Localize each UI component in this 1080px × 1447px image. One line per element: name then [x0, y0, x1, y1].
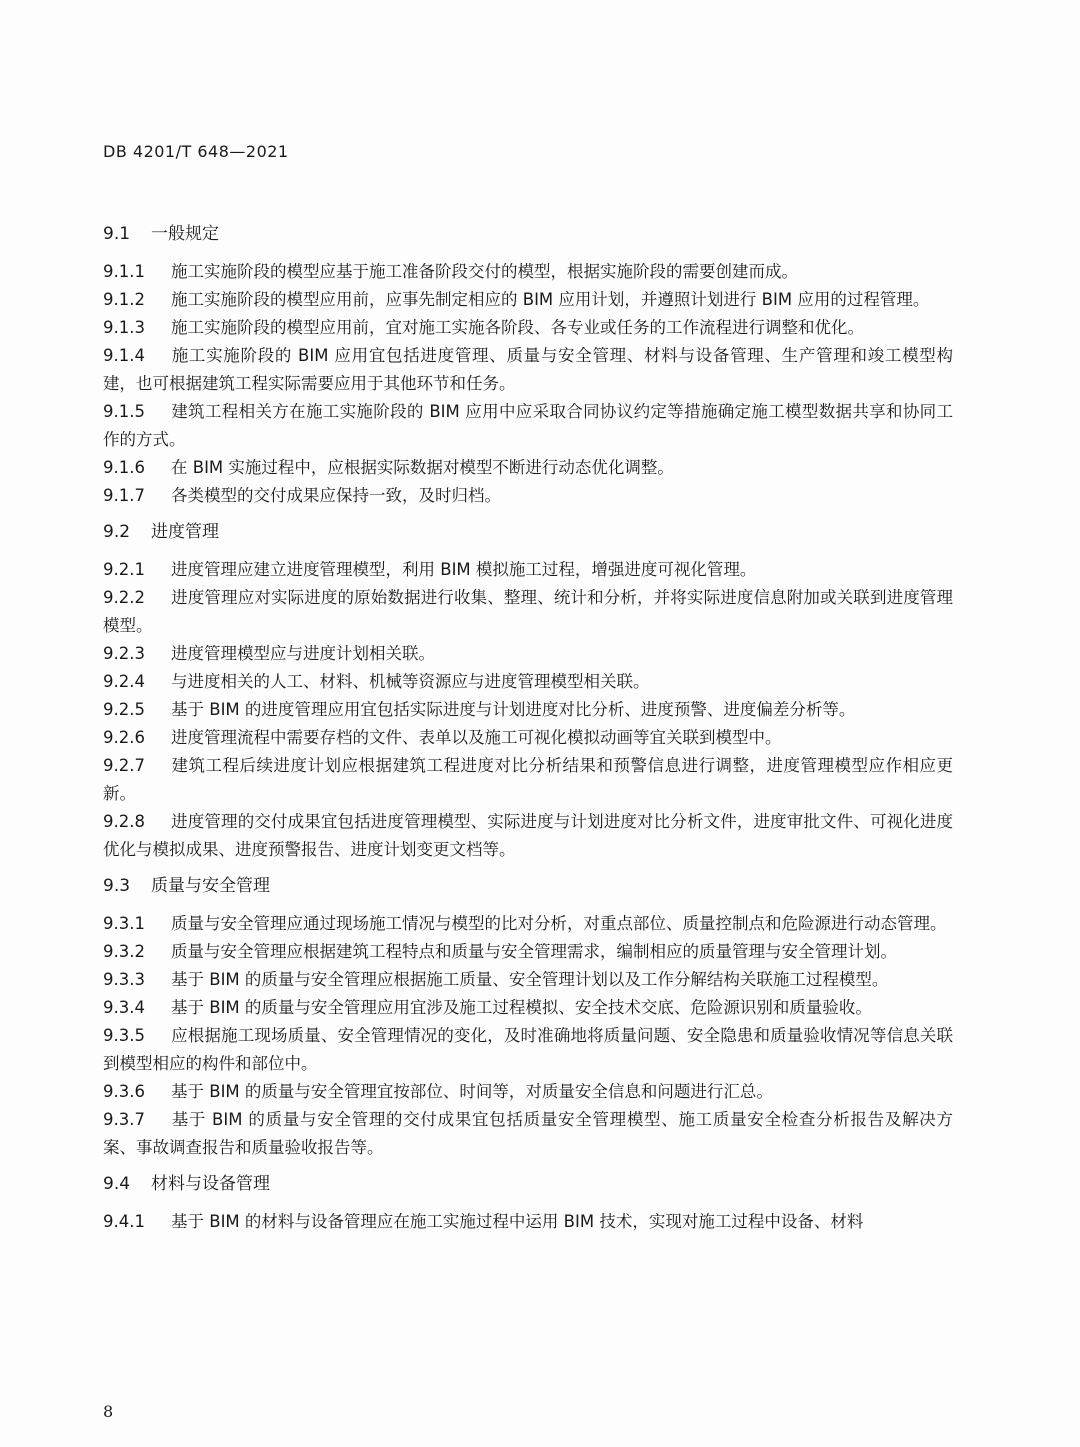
clause-text: 基于 BIM 的进度管理应用宜包括实际进度与计划进度对比分析、进度预警、进度偏差分析等。	[171, 700, 856, 719]
clause-text: 基于 BIM 的材料与设备管理应在施工实施过程中运用 BIM 技术，实现对施工过程中设备、材料	[171, 1212, 864, 1231]
clause	[103, 314, 953, 342]
clause	[103, 1208, 953, 1236]
clause-text: 基于 BIM 的质量与安全管理应根据施工质量、安全管理计划以及工作分解结构关联施工过程模型。	[171, 970, 889, 989]
clause-number: 9.3.2	[103, 942, 145, 961]
document-code: DB 4201/T 648—2021	[103, 142, 289, 161]
clause	[103, 454, 953, 482]
section	[103, 872, 953, 1162]
section-heading	[103, 518, 953, 546]
clause-number: 9.1.5	[103, 402, 145, 421]
clause-number: 9.2.8	[103, 812, 145, 831]
clause-text: 应根据施工现场质量、安全管理情况的变化，及时准确地将质量问题、安全隐患和质量验收情况等信息关联到模型相应的构件和部位中。	[103, 1026, 953, 1073]
clause	[103, 342, 953, 398]
clause	[103, 482, 953, 510]
clause-number: 9.2.6	[103, 728, 145, 747]
clause-number: 9.2.7	[103, 756, 145, 775]
clause-number: 9.2.1	[103, 560, 145, 579]
clause	[103, 258, 953, 286]
clause	[103, 752, 953, 808]
clause-number: 9.1.3	[103, 318, 145, 337]
section-title-text: 材料与设备管理	[151, 1174, 270, 1194]
clause	[103, 398, 953, 454]
clause-number: 9.1.4	[103, 346, 145, 365]
clause-text: 进度管理的交付成果宜包括进度管理模型、实际进度与计划进度对比分析文件，进度审批文件、可视化进度优化与模拟成果、进度预警报告、进度计划变更文档等。	[103, 812, 953, 859]
clause-text: 施工实施阶段的 BIM 应用宜包括进度管理、质量与安全管理、材料与设备管理、生产管理和竣工模型构建，也可根据建筑工程实际需要应用于其他环节和任务。	[103, 346, 953, 393]
clause	[103, 668, 953, 696]
clause-text: 在 BIM 实施过程中，应根据实际数据对模型不断进行动态优化调整。	[171, 458, 674, 477]
section	[103, 1170, 953, 1236]
clause-number: 9.1.7	[103, 486, 145, 505]
clause-number: 9.4.1	[103, 1212, 145, 1231]
document-body	[103, 220, 953, 1236]
clause-text: 各类模型的交付成果应保持一致，及时归档。	[171, 486, 501, 505]
clause-number: 9.3.1	[103, 914, 145, 933]
clause-number: 9.3.4	[103, 998, 145, 1017]
clause-number: 9.2.4	[103, 672, 145, 691]
clause-text: 建筑工程相关方在施工实施阶段的 BIM 应用中应采取合同协议约定等措施确定施工模型数据共享和协同工作的方式。	[103, 402, 953, 449]
section-number: 9.3	[103, 876, 131, 896]
clause-number: 9.3.7	[103, 1110, 145, 1129]
clause-number: 9.3.6	[103, 1082, 145, 1101]
section-number: 9.2	[103, 522, 131, 542]
section-heading	[103, 220, 953, 248]
clause	[103, 640, 953, 668]
clause-text: 基于 BIM 的质量与安全管理的交付成果宜包括质量安全管理模型、施工质量安全检查分析报告及解决方案、事故调查报告和质量验收报告等。	[103, 1110, 953, 1157]
clause-text: 质量与安全管理应根据建筑工程特点和质量与安全管理需求，编制相应的质量管理与安全管理计划。	[171, 942, 897, 961]
clause-number: 9.2.3	[103, 644, 145, 663]
clause	[103, 556, 953, 584]
section	[103, 518, 953, 864]
clause-number: 9.2.5	[103, 700, 145, 719]
clause-text: 质量与安全管理应通过现场施工情况与模型的比对分析，对重点部位、质量控制点和危险源进行动态管理。	[171, 914, 947, 933]
clause	[103, 966, 953, 994]
clause-text: 基于 BIM 的质量与安全管理应用宜涉及施工过程模拟、安全技术交底、危险源识别和质量验收。	[171, 998, 872, 1017]
section-heading	[103, 872, 953, 900]
clause-number: 9.2.2	[103, 588, 145, 607]
clause	[103, 1078, 953, 1106]
clause-number: 9.1.6	[103, 458, 145, 477]
clause	[103, 808, 953, 864]
clause-text: 进度管理模型应与进度计划相关联。	[171, 644, 435, 663]
section	[103, 220, 953, 510]
clause-text: 施工实施阶段的模型应基于施工准备阶段交付的模型，根据实施阶段的需要创建而成。	[171, 262, 798, 281]
clause-number: 9.3.3	[103, 970, 145, 989]
clause-text: 进度管理应对实际进度的原始数据进行收集、整理、统计和分析，并将实际进度信息附加或关联到进度管理模型。	[103, 588, 953, 635]
clause	[103, 286, 953, 314]
clause-text: 施工实施阶段的模型应用前，宜对施工实施各阶段、各专业或任务的工作流程进行调整和优化。	[171, 318, 864, 337]
clause-number: 9.1.1	[103, 262, 145, 281]
clause-text: 进度管理流程中需要存档的文件、表单以及施工可视化模拟动画等宜关联到模型中。	[171, 728, 782, 747]
clause	[103, 696, 953, 724]
page-number: 8	[103, 1402, 114, 1421]
clause	[103, 938, 953, 966]
clause	[103, 1106, 953, 1162]
section-title-text: 质量与安全管理	[151, 876, 270, 896]
clause-text: 基于 BIM 的质量与安全管理宜按部位、时间等，对质量安全信息和问题进行汇总。	[171, 1082, 773, 1101]
clause-number: 9.1.2	[103, 290, 145, 309]
clause-text: 与进度相关的人工、材料、机械等资源应与进度管理模型相关联。	[171, 672, 650, 691]
section-number: 9.4	[103, 1174, 131, 1194]
clause	[103, 724, 953, 752]
clause-text: 施工实施阶段的模型应用前，应事先制定相应的 BIM 应用计划，并遵照计划进行 BIM 应用的过程管理。	[171, 290, 930, 309]
clause	[103, 910, 953, 938]
section-title-text: 一般规定	[151, 224, 219, 244]
clause	[103, 994, 953, 1022]
clause	[103, 584, 953, 640]
section-number: 9.1	[103, 224, 131, 244]
clause-text: 进度管理应建立进度管理模型，利用 BIM 模拟施工过程，增强进度可视化管理。	[171, 560, 757, 579]
clause-number: 9.3.5	[103, 1026, 145, 1045]
section-title-text: 进度管理	[151, 522, 219, 542]
section-heading	[103, 1170, 953, 1198]
clause	[103, 1022, 953, 1078]
clause-text: 建筑工程后续进度计划应根据建筑工程进度对比分析结果和预警信息进行调整，进度管理模型应作相应更新。	[103, 756, 953, 803]
